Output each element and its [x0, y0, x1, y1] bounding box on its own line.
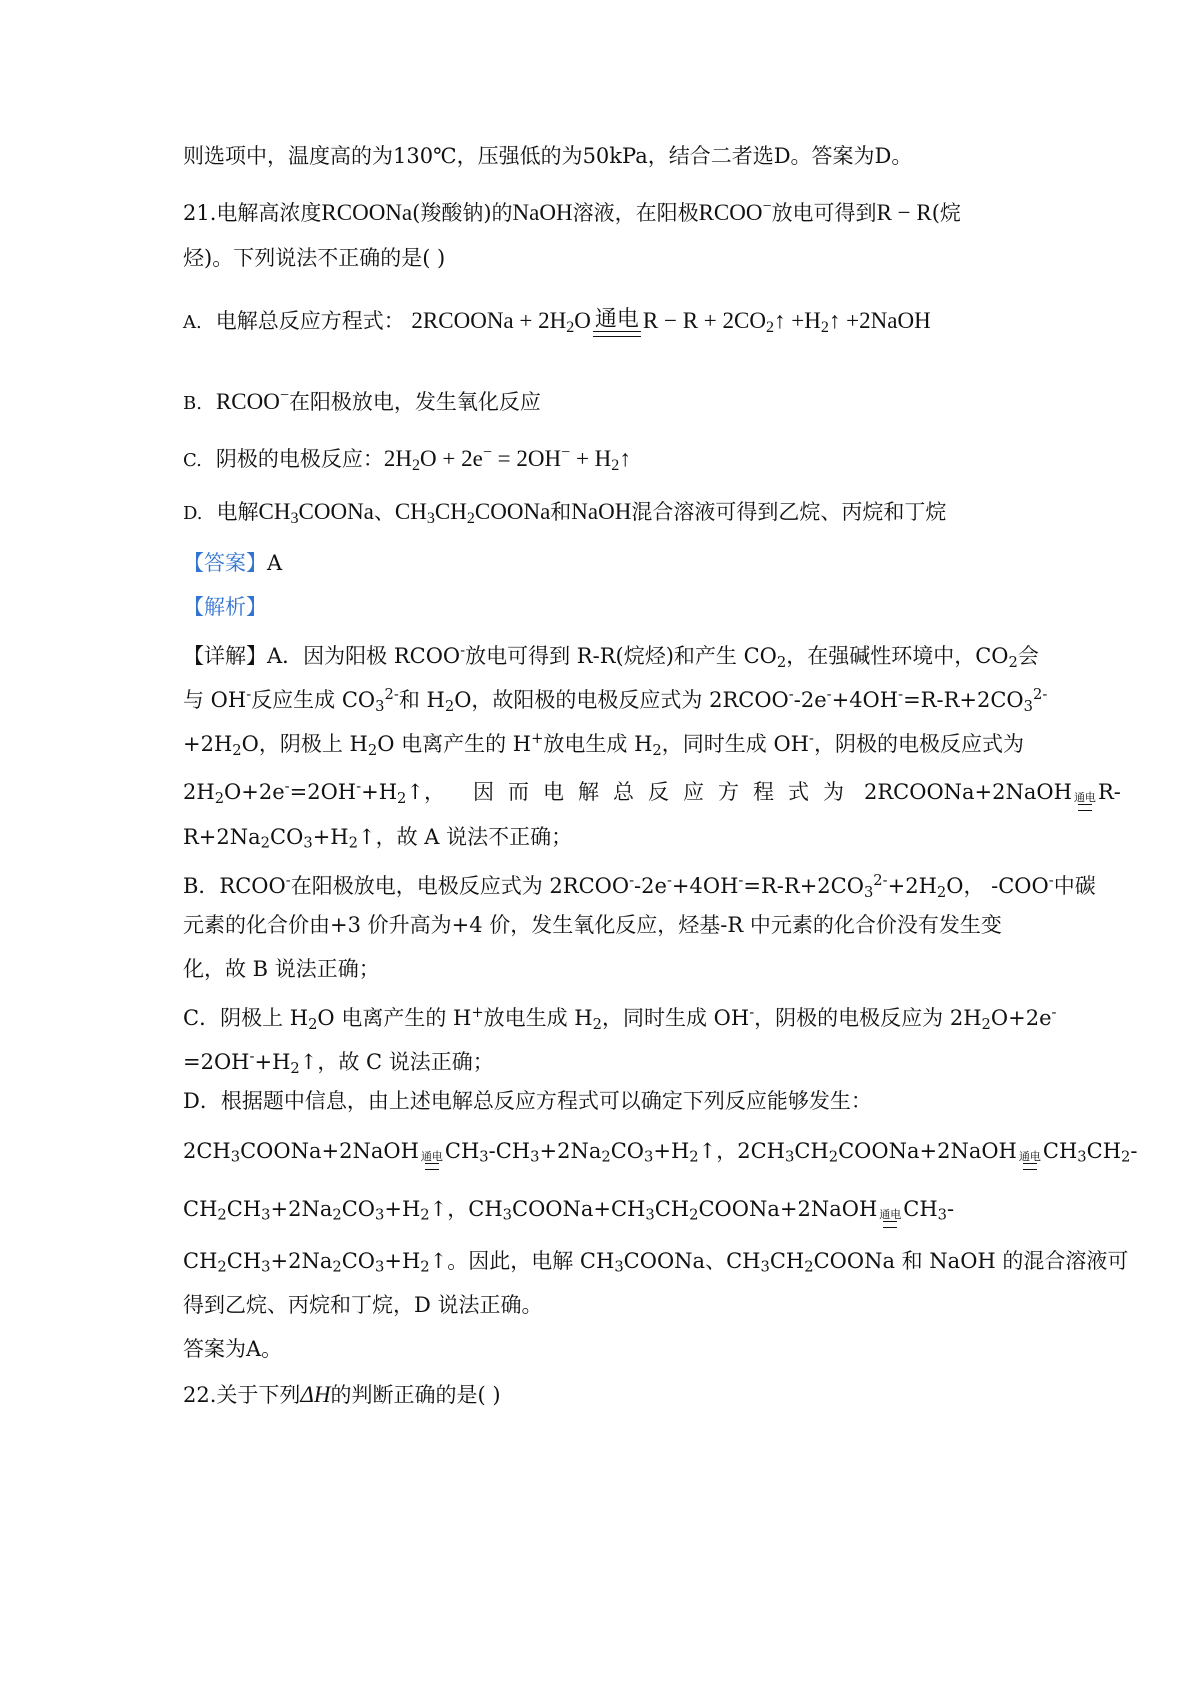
- detail-d-line-5: 得到乙烷、丙烷和丁烷，D 说法正确。: [183, 1293, 543, 1317]
- detail-d-line-4: $CH_2CH_3+2Na_2CO_3+H_2↑$。因此，电解 $CH_3COONa$、$CH_3CH_2COONa$ 和 NaOH 的混合溶液可: [183, 1249, 1129, 1276]
- option-c: C. 阴极的电极反应：$2H_2O + 2e^- = 2OH^-$ + $H_2↑$: [183, 444, 631, 474]
- answer-line: [183, 548, 282, 578]
- detail-line-3: $+2H_2O$，阴极上 $H_2O$ 电离产生的 H+放电生成 $H_2$，同时生成 OH-，阴极的电极反应式为: [183, 730, 1024, 759]
- detail-b-line-1: B．RCOO-在阳极放电，电极反应式为 $2RCOO^--2e^-+4OH^-=R-R+2CO_3^{2-}+2H_2O$， -COO-中碳: [183, 872, 1096, 901]
- detail-b-line-3: 化，故 B 说法正确；: [183, 957, 380, 981]
- detail-d-line-2: $2CH_3COONa+2NaOH$ 通电 $CH_3-CH_3+2Na_2CO_3+H_2↑$，$2CH_3CH_2COONa+2NaOH$ 通电 $CH_3CH_2-$: [183, 1136, 1137, 1173]
- option-a-formula: 2RCOONa + $2H_2O$ 通电 $R - R + 2CO_2↑$ $+H_2↑$ +2NaOH: [411, 306, 931, 337]
- detail-d-line-1: D．根据题中信息，由上述电解总反应方程式可以确定下列反应能够发生：: [183, 1089, 872, 1113]
- analysis-line: [183, 592, 267, 622]
- question-22: 22.关于下列ΔH的判断正确的是( ): [183, 1382, 501, 1407]
- answer-summary: 答案为A。: [183, 1337, 283, 1361]
- detail-line-4: $2H_2O+2e^-=2OH^-+H_2↑$， 因而电解总反应方程式为 2RCOONa+2NaOH 通电 R-: [183, 772, 1121, 814]
- option-a: A. 电解总反应方程式： 2RCOONa + $2H_2O$ 通电 $R - R + 2CO_2↑$ $+H_2↑$ +2NaOH: [183, 306, 931, 337]
- analysis-tag: 【解析】: [183, 595, 267, 619]
- detail-d-line-3: $CH_2CH_3+2Na_2CO_3+H_2↑$，$CH_3COONa+CH_3CH_2COONa+2NaOH$ 通电 $CH_3-$: [183, 1194, 954, 1231]
- option-b: B. RCOO−在阳极放电，发生氧化反应: [183, 387, 541, 414]
- detail-c-line-1: C．阴极上 $H_2O$ 电离产生的 H+放电生成 $H_2$，同时生成 OH-，阴极的电极反应为 $2H_2O+2e^-$: [183, 1004, 1057, 1033]
- detail-line-5: $R+2Na_2CO_3+H_2↑$，故 A 说法不正确；: [183, 825, 573, 852]
- detail-b-line-2: 元素的化合价由+3 价升高为+4 价，发生氧化反应，烃基-R 中元素的化合价没有发生变: [183, 913, 1002, 937]
- answer-value: A: [267, 551, 283, 575]
- option-d: D. 电解$CH_3COONa$、$CH_3CH_2COONa$和NaOH混合溶液可得到乙烷、丙烷和丁烷: [183, 499, 947, 528]
- detail-line-1: 【详解】A．因为阳极 RCOO-放电可得到 R-R(烷烃)和产生 $CO_2$，在强碱性环境中，$CO_2$会: [183, 642, 1039, 671]
- answer-tag: 【答案】: [183, 551, 267, 575]
- detail-line-2: 与 OH-反应生成 $CO_3^{2-}$和 $H_2O$，故阳极的电极反应式为 $2RCOO^--2e^-+4OH^-=R-R+2CO_3^{2-}$: [183, 686, 1048, 715]
- text-line-1: 则选项中，温度高的为130℃，压强低的为50kPa，结合二者选D。答案为D。: [183, 144, 913, 168]
- detail-c-line-2: $=2OH^-+H_2↑$，故 C 说法正确；: [183, 1048, 494, 1077]
- question-21-line-1: 21.电解高浓度RCOONa(羧酸钠)的NaOH溶液，在阳极RCOO−放电可得到R − R(烷: [183, 198, 961, 225]
- question-21-line-2: 烃)。下列说法不正确的是( ): [183, 246, 446, 270]
